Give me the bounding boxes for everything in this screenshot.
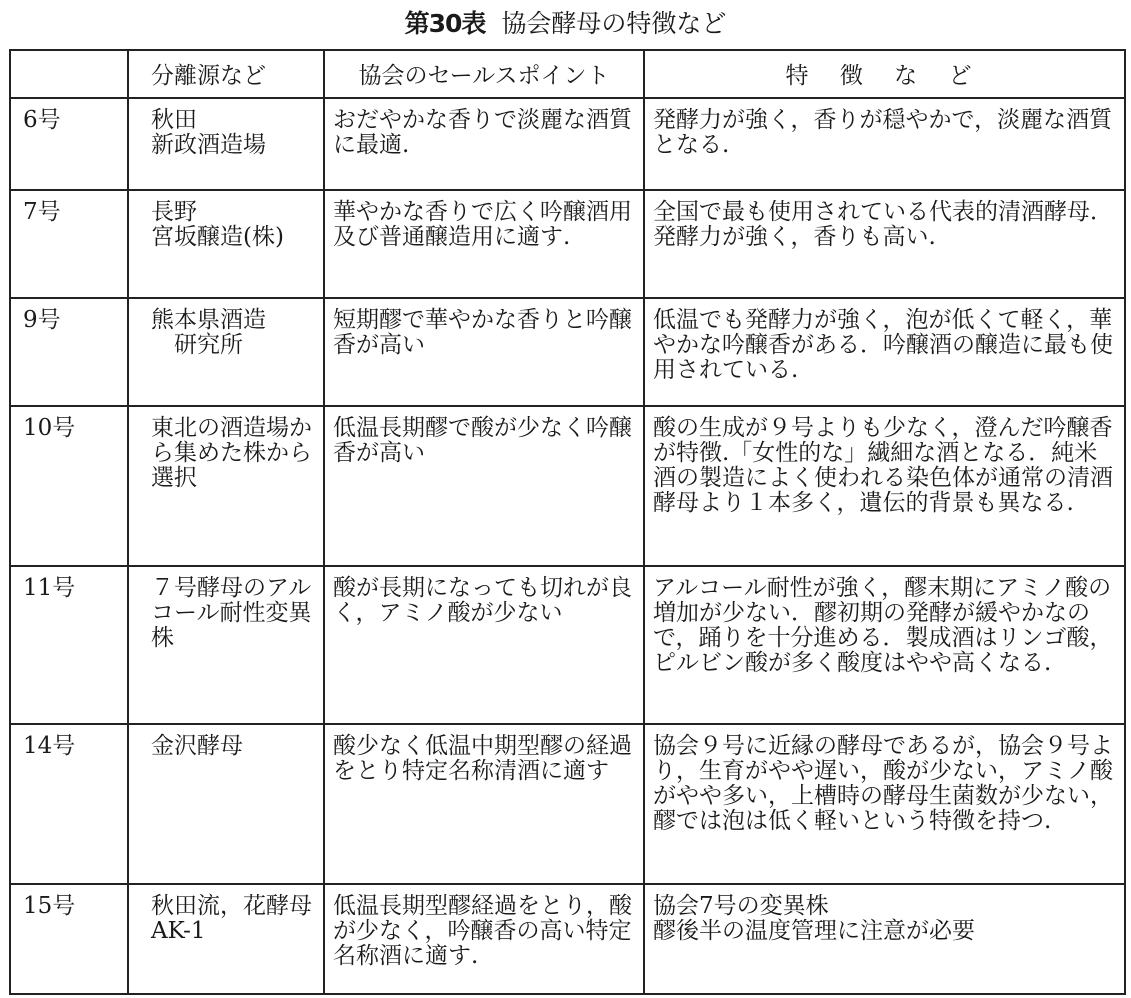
yeast-number-cell: 6号 — [10, 98, 128, 190]
table-row — [10, 724, 1125, 884]
source-cell: ７号酵母のアルコール耐性変異株 — [128, 566, 324, 724]
table-row — [10, 298, 1125, 406]
selling-point-cell: 低温長期型醪経過をとり，酸が少なく，吟醸香の高い特定名称酒に適す. — [324, 884, 644, 994]
selling-point-cell: 酸が長期になっても切れが良く，アミノ酸が少ない — [324, 566, 644, 724]
features-cell: 発酵力が強く，香りが穏やかで，淡麗な酒質となる. — [644, 98, 1125, 190]
selling-point-cell: 華やかな香りで広く吟醸酒用及び普通醸造用に適す. — [324, 190, 644, 298]
header-source: 分離源など — [128, 50, 324, 98]
selling-point-cell: おだやかな香りで淡麗な酒質に最適. — [324, 98, 644, 190]
header-features: 特 徴 な ど — [644, 50, 1125, 98]
features-cell: 協会９号に近縁の酵母であるが，協会９号より，生育がやや遅い，酸が少ない，アミノ酸がやや多い，上槽時の酵母生菌数が少ない，醪では泡は低く軽いという特徴を持つ. — [644, 724, 1125, 884]
table-title — [0, 8, 1131, 40]
source-cell: 熊本県酒造 研究所 — [128, 298, 324, 406]
yeast-number-cell: 7号 — [10, 190, 128, 298]
table-row — [10, 190, 1125, 298]
features-cell: 酸の生成が９号よりも少なく，澄んだ吟醸香が特徴.「女性的な」繊細な酒となる．純米酒の製造によく使われる染色体が通常の清酒酵母より１本多く，遺伝的背景も異なる. — [644, 406, 1125, 566]
table-row — [10, 406, 1125, 566]
table-title-number: 第30表 — [404, 9, 486, 38]
source-cell: 東北の酒造場から集めた株から選択 — [128, 406, 324, 566]
features-cell: 協会7号の変異株 醪後半の温度管理に注意が必要 — [644, 884, 1125, 994]
yeast-number-cell: 11号 — [10, 566, 128, 724]
table-title-text: 協会酵母の特徴など — [501, 9, 727, 38]
yeast-number-cell: 10号 — [10, 406, 128, 566]
table-header-row — [10, 50, 1125, 98]
selling-point-cell: 酸少なく低温中期型醪の経過をとり特定名称清酒に適す — [324, 724, 644, 884]
features-cell: 全国で最も使用されている代表的清酒酵母．発酵力が強く，香りも高い. — [644, 190, 1125, 298]
source-cell: 金沢酵母 — [128, 724, 324, 884]
table-row — [10, 566, 1125, 724]
yeast-number-cell: 15号 — [10, 884, 128, 994]
header-selling-point: 協会のセールスポイント — [324, 50, 644, 98]
source-cell: 秋田 新政酒造場 — [128, 98, 324, 190]
selling-point-cell: 短期醪で華やかな香りと吟醸香が高い — [324, 298, 644, 406]
yeast-number-cell: 9号 — [10, 298, 128, 406]
header-blank — [10, 50, 128, 98]
selling-point-cell: 低温長期醪で酸が少なく吟醸香が高い — [324, 406, 644, 566]
table-row — [10, 98, 1125, 190]
features-cell: アルコール耐性が強く，醪末期にアミノ酸の増加が少ない．醪初期の発酵が緩やかなので，踊りを十分進める．製成酒はリンゴ酸，ピルビン酸が多く酸度はやや高くなる. — [644, 566, 1125, 724]
table-row — [10, 884, 1125, 994]
yeast-characteristics-table — [9, 49, 1126, 995]
source-cell: 長野 宮坂醸造(株) — [128, 190, 324, 298]
features-cell: 低温でも発酵力が強く，泡が低くて軽く，華やかな吟醸香がある．吟醸酒の醸造に最も使用されている. — [644, 298, 1125, 406]
yeast-number-cell: 14号 — [10, 724, 128, 884]
source-cell: 秋田流，花酵母 AK-1 — [128, 884, 324, 994]
